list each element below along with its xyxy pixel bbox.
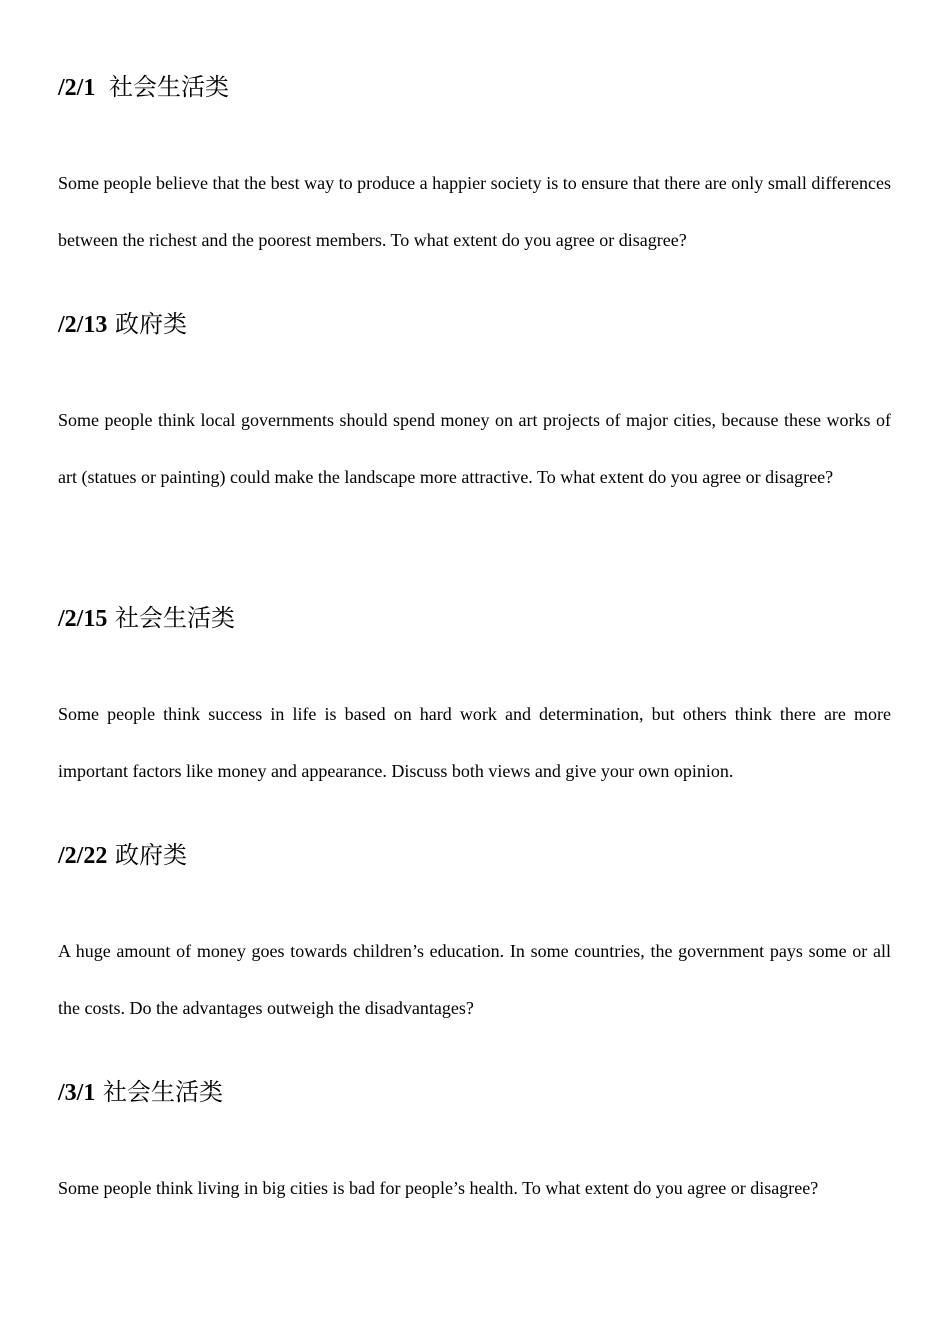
section-heading-2 [58, 309, 187, 340]
section-category: 政府类 [107, 841, 187, 869]
essay-question-1: Some people believe that the best way to produce a happier society is to ensure that there are only small differences between the richest and the poorest members. To what extent do you agree or disagree? [58, 173, 891, 250]
section-heading-4 [58, 840, 187, 871]
section-date: /2/1 [58, 75, 102, 101]
section-category: 社会生活类 [95, 1078, 223, 1106]
section-date: /3/1 [58, 1080, 96, 1106]
section-category: 社会生活类 [107, 604, 235, 632]
essay-question-3: Some people think success in life is based on hard work and determination, but others think there are more important factors like money and appearance. Discuss both views and give your own opinion. [58, 704, 891, 781]
essay-question-5: Some people think living in big cities is bad for people’s health. To what extent do you agree or disagree? [58, 1178, 819, 1198]
section-date: /2/13 [58, 312, 108, 338]
essay-question-2: Some people think local governments should spend money on art projects of major cities, because these works of art (statues or painting) could make the landscape more attractive. To what extent do you agree or disagree? [58, 410, 891, 487]
essay-question-4: A huge amount of money goes towards children’s education. In some countries, the government pays some or all the costs. Do the advantages outweigh the disadvantages? [58, 941, 891, 1018]
section-heading-1 [58, 72, 229, 103]
section-category: 社会生活类 [101, 73, 229, 101]
section-date: /2/15 [58, 606, 108, 632]
section-date: /2/22 [58, 843, 108, 869]
section-category: 政府类 [107, 310, 187, 338]
section-heading-5 [58, 1077, 223, 1108]
section-heading-3 [58, 603, 235, 634]
